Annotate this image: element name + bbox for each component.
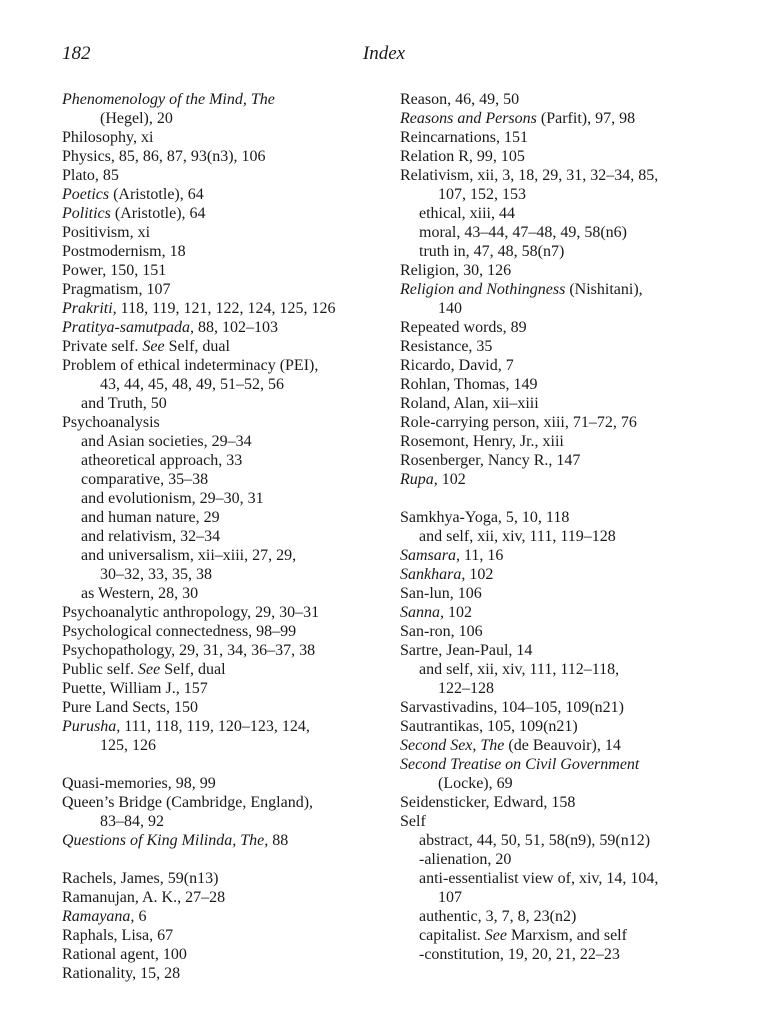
- italic-text: Sanna,: [400, 604, 444, 621]
- entry-text: Psychoanalytic anthropology, 29, 30–31: [62, 604, 320, 621]
- entry-text: Self, dual: [160, 661, 226, 678]
- entry-text: (Hegel), 20: [100, 110, 173, 127]
- entry-text: Pragmatism, 107: [62, 281, 171, 298]
- entry-text: Reason, 46, 49, 50: [400, 91, 520, 108]
- index-entry: [62, 698, 382, 717]
- index-entry: [400, 90, 730, 109]
- index-entry: [62, 90, 382, 109]
- entry-text: Physics, 85, 86, 87, 93(n3), 106: [62, 148, 266, 165]
- entry-text: Psychopathology, 29, 31, 34, 36–37, 38: [62, 642, 316, 659]
- italic-text: Rupa,: [400, 471, 438, 488]
- entry-text: (Nishitani),: [565, 281, 643, 298]
- index-subentry: [400, 660, 730, 679]
- entry-text: San-lun, 106: [400, 585, 482, 602]
- italic-text: Sankhara,: [400, 566, 466, 583]
- index-entry: [62, 356, 382, 375]
- index-entry: [62, 926, 382, 945]
- entry-text: Psychological connectedness, 98–99: [62, 623, 297, 640]
- index-entry: [62, 185, 382, 204]
- index-entry: [400, 622, 730, 641]
- index-subentry: [400, 223, 730, 242]
- entry-text: 88: [268, 832, 289, 849]
- entry-text: -alienation, 20: [419, 851, 512, 868]
- italic-text: Religion and Nothingness: [400, 281, 566, 298]
- index-entry: [62, 679, 382, 698]
- entry-text: and evolutionism, 29–30, 31: [81, 490, 264, 507]
- index-subentry: [400, 204, 730, 223]
- index-subentry: [400, 527, 730, 546]
- index-entry-continuation: [400, 299, 730, 318]
- entry-text: Religion, 30, 126: [400, 262, 512, 279]
- index-entry: [400, 432, 730, 451]
- index-subentry: [400, 850, 730, 869]
- entry-text: Repeated words, 89: [400, 319, 527, 336]
- index-entry-continuation: [62, 375, 382, 394]
- entry-text: and relativism, 32–34: [81, 528, 221, 545]
- italic-text: See: [138, 661, 161, 678]
- italic-text: See: [484, 927, 507, 944]
- entry-text: 43, 44, 45, 48, 49, 51–52, 56: [100, 376, 284, 393]
- index-entry: [400, 356, 730, 375]
- index-entry: [400, 413, 730, 432]
- entry-text: Pure Land Sects, 150: [62, 699, 198, 716]
- index-entry: [400, 166, 730, 185]
- index-entry: [400, 147, 730, 166]
- entry-text: 11, 16: [460, 547, 504, 564]
- entry-text: and Asian societies, 29–34: [81, 433, 252, 450]
- index-entry: [400, 603, 730, 622]
- index-subentry: [62, 489, 382, 508]
- index-entry: [400, 584, 730, 603]
- index-entry: [400, 812, 730, 831]
- index-entry: [62, 223, 382, 242]
- index-entry: [62, 603, 382, 622]
- entry-text: Marxism, and self: [506, 927, 627, 944]
- entry-text: Seidensticker, Edward, 158: [400, 794, 576, 811]
- index-entry: [62, 261, 382, 280]
- index-entry: [400, 793, 730, 812]
- index-entry-continuation: [400, 679, 730, 698]
- entry-text: Puette, William J., 157: [62, 680, 208, 697]
- index-subentry: [400, 945, 730, 964]
- italic-text: Purusha,: [62, 718, 121, 735]
- entry-text: Plato, 85: [62, 167, 119, 184]
- index-entry-continuation: [62, 736, 382, 755]
- entry-text: (Aristotle), 64: [110, 205, 206, 222]
- entry-text: and Truth, 50: [81, 395, 167, 412]
- entry-text: (de Beauvoir), 14: [504, 737, 621, 754]
- italic-text: Questions of King Milinda, The,: [62, 832, 269, 849]
- entry-text: Rosenberger, Nancy R., 147: [400, 452, 581, 469]
- index-entry-continuation: [400, 774, 730, 793]
- index-entry-continuation: [400, 185, 730, 204]
- entry-text: Psychoanalysis: [62, 414, 160, 431]
- index-entry: [62, 204, 382, 223]
- entry-text: Private self.: [62, 338, 143, 355]
- entry-text: Quasi-memories, 98, 99: [62, 775, 216, 792]
- entry-text: ethical, xiii, 44: [419, 205, 515, 222]
- index-entry: [400, 470, 730, 489]
- section-gap: [400, 489, 730, 508]
- index-entry: [400, 337, 730, 356]
- index-entry: [400, 736, 730, 755]
- index-subentry: [62, 508, 382, 527]
- index-entry: [62, 622, 382, 641]
- index-subentry: [400, 242, 730, 261]
- entry-text: and self, xii, xiv, 111, 112–118,: [419, 661, 620, 678]
- index-entry: [62, 299, 382, 318]
- index-entry: [400, 375, 730, 394]
- index-entry: [400, 109, 730, 128]
- index-entry: [62, 793, 382, 812]
- entry-text: Public self.: [62, 661, 138, 678]
- entry-text: -constitution, 19, 20, 21, 22–23: [419, 946, 620, 963]
- italic-text: Samsara,: [400, 547, 461, 564]
- index-entry: [400, 394, 730, 413]
- entry-text: Raphals, Lisa, 67: [62, 927, 174, 944]
- entry-text: 140: [438, 300, 462, 317]
- entry-text: comparative, 35–38: [81, 471, 209, 488]
- section-gap: [62, 850, 382, 869]
- entry-text: Self: [400, 813, 426, 830]
- page-header: [0, 44, 768, 66]
- index-entry: [62, 774, 382, 793]
- entry-text: Rationality, 15, 28: [62, 965, 181, 982]
- section-gap: [62, 755, 382, 774]
- index-column-left: [62, 90, 382, 983]
- entry-text: Sartre, Jean-Paul, 14: [400, 642, 533, 659]
- index-entry: [400, 565, 730, 584]
- entry-text: 83–84, 92: [100, 813, 164, 830]
- entry-text: Sautrantikas, 105, 109(n21): [400, 718, 578, 735]
- entry-text: as Western, 28, 30: [81, 585, 199, 602]
- entry-text: abstract, 44, 50, 51, 58(n9), 59(n12): [419, 832, 651, 849]
- italic-text: Politics: [62, 205, 111, 222]
- entry-text: Ricardo, David, 7: [400, 357, 514, 374]
- index-subentry: [62, 394, 382, 413]
- italic-text: Pratitya-samutpada,: [62, 319, 194, 336]
- index-entry: [400, 508, 730, 527]
- index-entry: [400, 451, 730, 470]
- index-entry: [62, 166, 382, 185]
- index-entry: [400, 755, 730, 774]
- entry-text: Roland, Alan, xii–xiii: [400, 395, 539, 412]
- entry-text: Rohlan, Thomas, 149: [400, 376, 538, 393]
- entry-text: 118, 119, 121, 122, 124, 125, 126: [116, 300, 336, 317]
- index-entry: [62, 413, 382, 432]
- italic-text: Reasons and Persons: [400, 110, 537, 127]
- entry-text: anti-essentialist view of, xiv, 14, 104,: [419, 870, 659, 887]
- entry-text: moral, 43–44, 47–48, 49, 58(n6): [419, 224, 627, 241]
- index-entry: [62, 717, 382, 736]
- entry-text: and human nature, 29: [81, 509, 220, 526]
- index-subentry: [62, 432, 382, 451]
- entry-text: Samkhya-Yoga, 5, 10, 118: [400, 509, 570, 526]
- entry-text: 111, 118, 119, 120–123, 124,: [120, 718, 310, 735]
- index-subentry: [400, 907, 730, 926]
- index-entry: [400, 128, 730, 147]
- index-subentry: [62, 451, 382, 470]
- index-entry: [62, 147, 382, 166]
- entry-text: atheoretical approach, 33: [81, 452, 243, 469]
- entry-text: 102: [437, 471, 466, 488]
- italic-text: See: [142, 338, 165, 355]
- index-entry-continuation: [62, 109, 382, 128]
- italic-text: Prakriti,: [62, 300, 117, 317]
- index-entry: [62, 945, 382, 964]
- index-entry: [62, 869, 382, 888]
- entry-text: Sarvastivadins, 104–105, 109(n21): [400, 699, 624, 716]
- index-entry: [62, 888, 382, 907]
- entry-text: Relativism, xii, 3, 18, 29, 31, 32–34, 85,: [400, 167, 659, 184]
- entry-text: and universalism, xii–xiii, 27, 29,: [81, 547, 297, 564]
- index-entry: [400, 318, 730, 337]
- entry-text: 107: [438, 889, 462, 906]
- entry-text: San-ron, 106: [400, 623, 483, 640]
- entry-text: Philosophy, xi: [62, 129, 154, 146]
- entry-text: Rosemont, Henry, Jr., xiii: [400, 433, 564, 450]
- running-head-title: Index: [362, 43, 406, 64]
- entry-text: Rachels, James, 59(n13): [62, 870, 219, 887]
- entry-text: 30–32, 33, 35, 38: [100, 566, 212, 583]
- index-subentry: [400, 831, 730, 850]
- index-entry: [62, 337, 382, 356]
- entry-text: 125, 126: [100, 737, 156, 754]
- index-entry: [62, 128, 382, 147]
- index-entry-continuation: [62, 565, 382, 584]
- entry-text: Role-carrying person, xiii, 71–72, 76: [400, 414, 637, 431]
- entry-text: (Aristotle), 64: [109, 186, 204, 203]
- index-entry: [400, 698, 730, 717]
- entry-text: 102: [444, 604, 472, 621]
- entry-text: Rational agent, 100: [62, 946, 187, 963]
- italic-text: Ramayana,: [62, 908, 135, 925]
- entry-text: Reincarnations, 151: [400, 129, 528, 146]
- italic-text: Second Treatise on Civil Government: [400, 756, 640, 773]
- entry-text: truth in, 47, 48, 58(n7): [419, 243, 565, 260]
- entry-text: 107, 152, 153: [438, 186, 526, 203]
- index-subentry: [400, 869, 730, 888]
- index-entry: [62, 318, 382, 337]
- index-subentry: [62, 470, 382, 489]
- index-entry: [400, 641, 730, 660]
- entry-text: Ramanujan, A. K., 27–28: [62, 889, 226, 906]
- index-entry: [400, 280, 730, 299]
- italic-text: Second Sex, The: [400, 737, 505, 754]
- index-entry: [62, 964, 382, 983]
- page-number: 182: [62, 43, 91, 64]
- entry-text: 122–128: [438, 680, 494, 697]
- entry-text: Problem of ethical indeterminacy (PEI),: [62, 357, 319, 374]
- index-subentry: [400, 926, 730, 945]
- italic-text: Phenomenology of the Mind, The: [62, 91, 275, 108]
- index-entry: [62, 242, 382, 261]
- index-entry: [62, 831, 382, 850]
- index-entry: [62, 280, 382, 299]
- index-entry: [62, 907, 382, 926]
- entry-text: Resistance, 35: [400, 338, 493, 355]
- entry-text: capitalist.: [419, 927, 485, 944]
- index-column-right: [400, 90, 730, 964]
- entry-text: 6: [134, 908, 147, 925]
- index-subentry: [62, 527, 382, 546]
- index-entry: [400, 717, 730, 736]
- entry-text: Power, 150, 151: [62, 262, 167, 279]
- index-entry: [62, 641, 382, 660]
- entry-text: (Parfit), 97, 98: [536, 110, 636, 127]
- entry-text: Relation R, 99, 105: [400, 148, 525, 165]
- italic-text: Poetics: [62, 186, 110, 203]
- index-entry-continuation: [62, 812, 382, 831]
- entry-text: (Locke), 69: [438, 775, 513, 792]
- entry-text: Queen’s Bridge (Cambridge, England),: [62, 794, 314, 811]
- entry-text: Postmodernism, 18: [62, 243, 186, 260]
- index-entry: [400, 546, 730, 565]
- entry-text: 88, 102–103: [194, 319, 278, 336]
- entry-text: Positivism, xi: [62, 224, 151, 241]
- entry-text: Self, dual: [164, 338, 230, 355]
- index-entry: [62, 660, 382, 679]
- entry-text: and self, xii, xiv, 111, 119–128: [419, 528, 616, 545]
- entry-text: 102: [465, 566, 494, 583]
- index-subentry: [62, 584, 382, 603]
- index-entry: [400, 261, 730, 280]
- entry-text: authentic, 3, 7, 8, 23(n2): [419, 908, 577, 925]
- index-subentry: [62, 546, 382, 565]
- index-entry-continuation: [400, 888, 730, 907]
